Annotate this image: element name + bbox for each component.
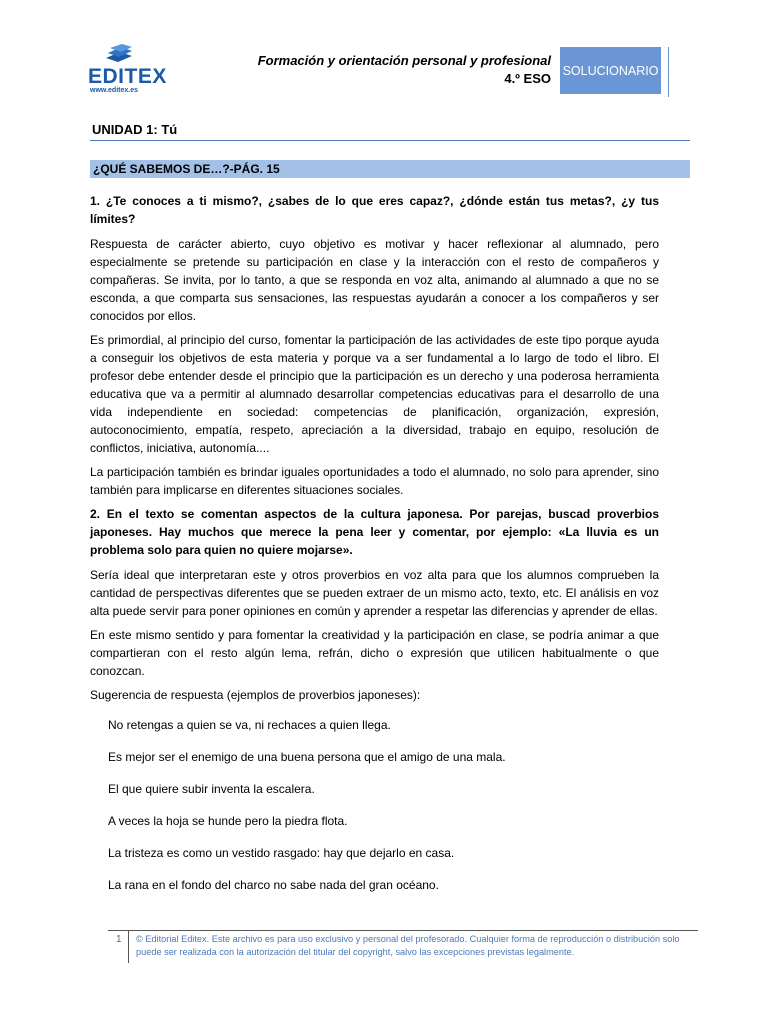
footer-rule	[108, 930, 698, 931]
editex-logo	[86, 44, 167, 96]
list-item: Es mejor ser el enemigo de una buena persona que el amigo de una mala.	[108, 750, 506, 764]
list-item: La rana en el fondo del charco no sabe nada del gran océano.	[108, 878, 439, 892]
paragraph: En este mismo sentido y para fomentar la creatividad y la participación en clase, se podría animar a que compartieran con el resto algún lema, refrán, dicho o expresión que utilicen habitualmente o que conozcan.	[90, 628, 659, 678]
paragraph: La participación también es brindar iguales oportunidades a todo el alumnado, no solo para aprender, sino también para implicarse en diferentes situaciones sociales.	[90, 465, 659, 497]
section-header	[90, 160, 690, 178]
list-item: El que quiere subir inventa la escalera.	[108, 782, 315, 796]
list-item: No retengas a quien se va, ni rechaces a quien llega.	[108, 718, 391, 732]
question-1: 1. ¿Te conoces a ti mismo?, ¿sabes de lo que eres capaz?, ¿dónde están tus metas?, ¿y tus límites?	[90, 194, 659, 226]
paragraph: Es primordial, al principio del curso, fomentar la participación de las actividades de este tipo porque ayuda a conseguir los objetivos de esta materia y porque va a ser fundamental a lo largo de todo el libro. El profesor debe entender desde el principio que la participación es un derecho y una poderosa herramienta educativa que va a permitir al alumnado desarrollar competencias educativas para el desarrollo de una vida independiente en sociedad: competencias de planificación, organización, expresión, autoconocimiento, empatía, respeto, apreciación a la diversidad, trabajo en equipo, resolución de conflictos, iniciativa, autonomía....	[90, 333, 659, 455]
question-2: 2. En el texto se comentan aspectos de la cultura japonesa. Por parejas, buscad proverbios japoneses. Hay muchos que merece la pena leer y comentar, por ejemplo: «La lluvia es un problema solo para quien no quiere mojarse».	[90, 507, 659, 557]
list-item: La tristeza es como un vestido rasgado: hay que dejarlo en casa.	[108, 846, 455, 860]
logo-wordmark: EDITEX	[88, 65, 167, 88]
unit-title: UNIDAD 1: Tú	[92, 122, 178, 137]
course-label: 4.º ESO	[504, 71, 551, 86]
header-divider	[668, 47, 669, 97]
paragraph: Sería ideal que interpretaran este y otros proverbios en voz alta para que los alumnos comprueben la cantidad de perspectivas diferentes que se pueden extraer de un mismo acto, texto, etc. El análisis en voz alta puede servir para poner opiniones en común y aprender a respetar las diferencias y aprender de ellas.	[90, 568, 659, 618]
solucionario-badge: SOLUCIONARIO	[560, 47, 661, 94]
paragraph: Sugerencia de respuesta (ejemplos de proverbios japoneses):	[90, 688, 421, 702]
page-number: 1	[116, 934, 122, 945]
copyright-notice: © Editorial Editex. Este archivo es para uso exclusivo y personal del profesorado. Cualquier forma de reproducción o distribución solo puede ser realizada con la autorización del titular del copyright, salvo las excepciones previstas legalmente.	[136, 934, 680, 957]
logo-url: www.editex.es	[90, 87, 138, 94]
section-title: ¿QUÉ SABEMOS DE…?-PÁG. 15	[93, 162, 280, 176]
paragraph: Respuesta de carácter abierto, cuyo objetivo es motivar y hacer reflexionar al alumnado, pero especialmente se pretende su participación en clase y la interacción con el resto de compañeros y compañeras. Se invita, por lo tanto, a que se responda en voz alta, animando al alumnado a que no se esconda, a que comparta sus sensaciones, las respuestas ayudarán a conocer a los compañeros y ser conocidos por ellos.	[90, 237, 659, 323]
footer-divider	[128, 931, 129, 963]
document-body	[90, 192, 659, 908]
unit-underline	[90, 140, 690, 141]
subject-title: Formación y orientación personal y profesional	[257, 53, 551, 68]
list-item: A veces la hoja se hunde pero la piedra flota.	[108, 814, 348, 828]
proverb-list	[90, 716, 659, 894]
